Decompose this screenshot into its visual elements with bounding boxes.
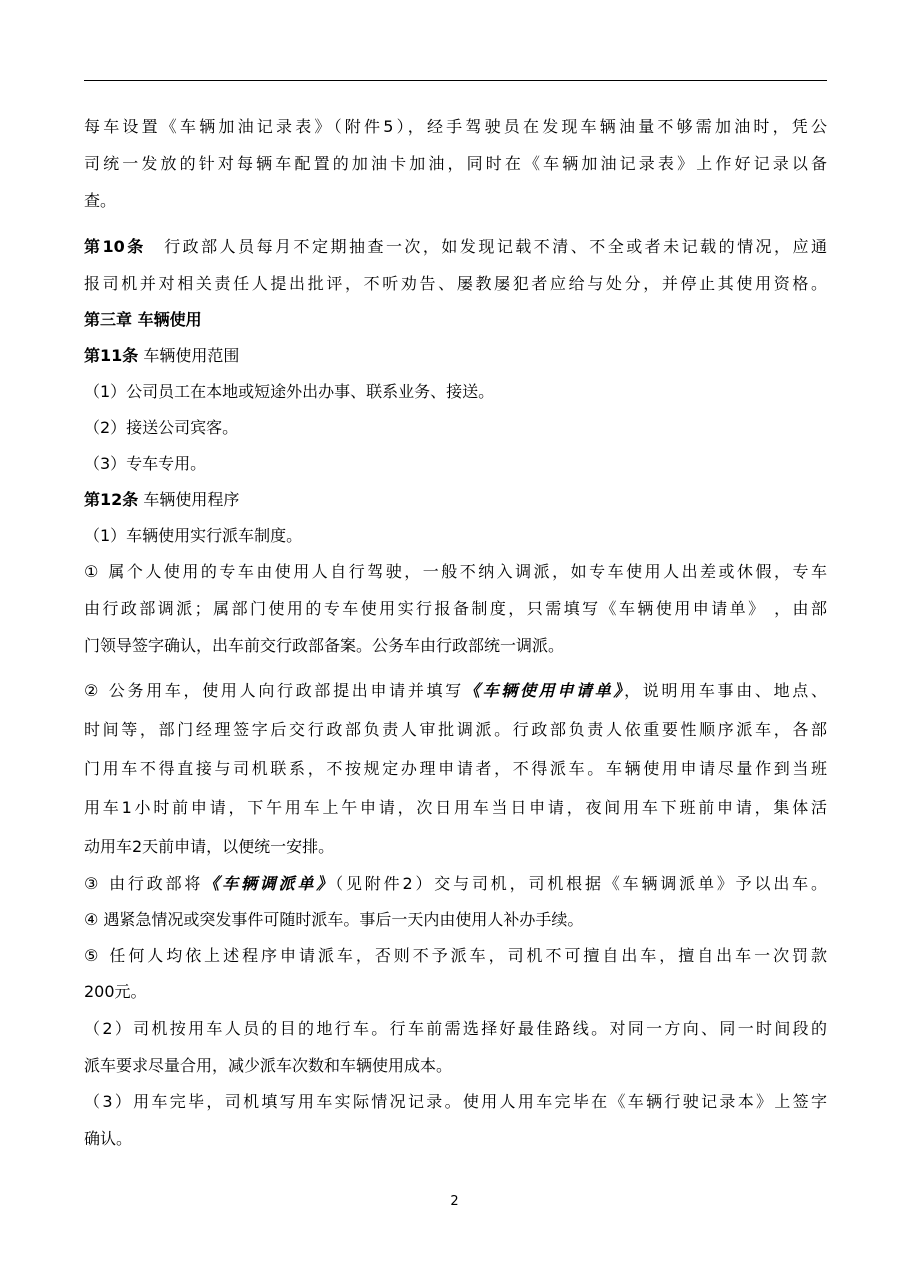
form-name-emphasis: 《车辆使用申请单》 [463, 681, 625, 700]
paragraph-line: 司统一发放的针对每辆车配置的加油卡加油，同时在《车辆加油记录表》上作好记录以备 [84, 154, 827, 173]
article-12-heading: 第12条 车辆使用程序 [84, 490, 240, 509]
chapter-heading: 第三章 车辆使用 [84, 310, 202, 329]
paragraph-line: 动用车2天前申请，以便统一安排。 [84, 837, 335, 856]
paragraph-line: 由行政部调派；属部门使用的专车使用实行报备制度，只需填写《车辆使用申请单》 ，由部 [84, 599, 827, 618]
paragraph-line: 门用车不得直接与司机联系，不按规定办理申请者，不得派车。车辆使用申请尽量作到当班 [84, 759, 827, 778]
article-number: 第12条 [84, 490, 139, 509]
paragraph-line: 查。 [84, 191, 117, 210]
header-rule [84, 80, 827, 81]
form-name-emphasis: 《车辆调派单》 [203, 874, 336, 893]
paragraph-line: 派车要求尽量合用，减少派车次数和车辆使用成本。 [84, 1056, 453, 1075]
paragraph-line: 用车1小时前申请，下午用车上午申请，次日用车当日申请，夜间用车下班前申请，集体活 [84, 798, 827, 817]
paragraph-line: ③ 由行政部将《车辆调派单》（见附件2）交与司机，司机根据《车辆调派单》予以出车。 [84, 874, 827, 893]
list-item: （2）接送公司宾客。 [84, 418, 239, 437]
page-number: 2 [450, 1194, 459, 1209]
article-number: 第10条 [84, 237, 146, 256]
article-11-heading: 第11条 车辆使用范围 [84, 346, 240, 365]
paragraph-line: （3）用车完毕，司机填写用车实际情况记录。使用人用车完毕在《车辆行驶记录本》上签字 [84, 1092, 827, 1111]
list-item: （1）车辆使用实行派车制度。 [84, 526, 303, 545]
paragraph-line: ① 属个人使用的专车由使用人自行驾驶，一般不纳入调派，如专车使用人出差或休假，专车 [84, 562, 827, 581]
paragraph-line: ④ 遇紧急情况或突发事件可随时派车。事后一天内由使用人补办手续。 [84, 910, 584, 929]
paragraph-line: 时间等，部门经理签字后交行政部负责人审批调派。行政部负责人依重要性顺序派车，各部 [84, 720, 827, 739]
paragraph-line: 确认。 [84, 1129, 133, 1148]
paragraph-line: 门领导签字确认，出车前交行政部备案。公务车由行政部统一调派。 [84, 636, 565, 655]
paragraph-line: （2）司机按用车人员的目的地行车。行车前需选择好最佳路线。对同一方向、同一时间段的 [84, 1019, 827, 1038]
article-10-line: 第10条 行政部人员每月不定期抽查一次，如发现记载不清、不全或者未记载的情况，应通 [84, 237, 827, 256]
list-item: （3）专车专用。 [84, 454, 207, 473]
paragraph-line: 报司机并对相关责任人提出批评，不听劝告、屡教屡犯者应给与处分，并停止其使用资格。 [84, 274, 827, 293]
list-item: （1）公司员工在本地或短途外出办事、联系业务、接送。 [84, 382, 495, 401]
paragraph-line: ② 公务用车，使用人向行政部提出申请并填写《车辆使用申请单》，说明用车事由、地点、 [84, 681, 827, 700]
paragraph-line: 每车设置《车辆加油记录表》（附件5），经手驾驶员在发现车辆油量不够需加油时，凭公 [84, 117, 827, 136]
article-number: 第11条 [84, 346, 139, 365]
paragraph-line: 200元。 [84, 982, 147, 1001]
paragraph-line: ⑤ 任何人均依上述程序申请派车，否则不予派车，司机不可擅自出车，擅自出车一次罚款 [84, 946, 827, 965]
